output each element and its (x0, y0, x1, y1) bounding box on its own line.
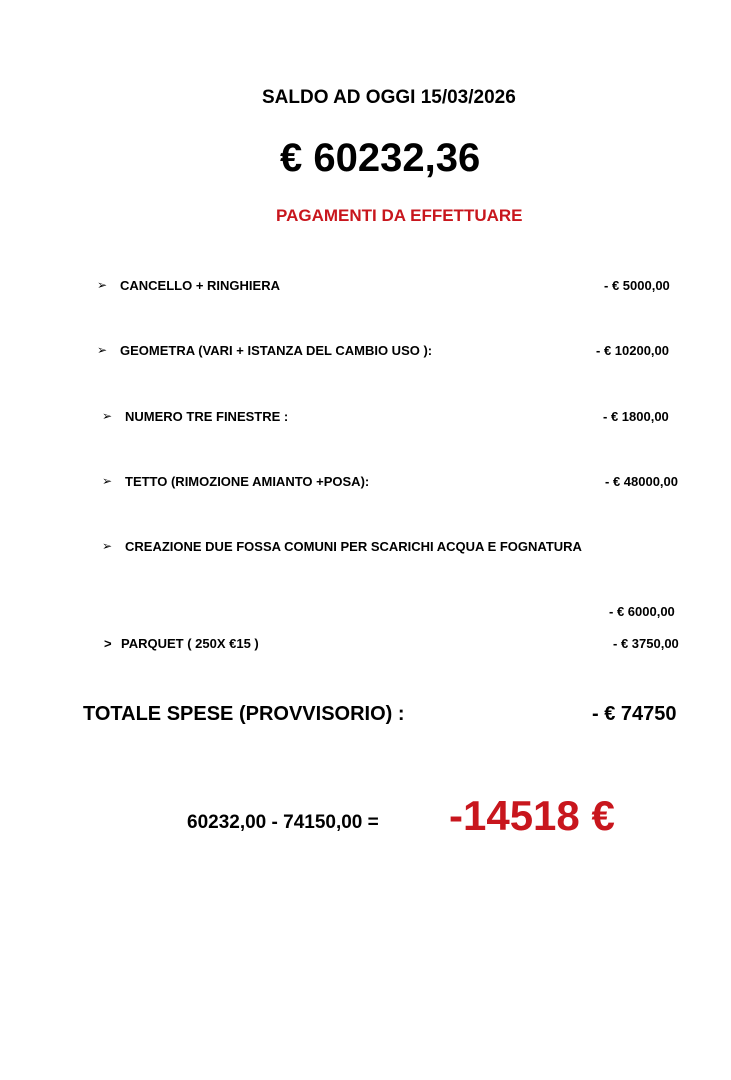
bullet-arrow-icon: ➢ (102, 474, 113, 488)
bullet-arrow-icon: ➢ (102, 539, 113, 553)
bullet-arrow-icon: ➢ (97, 278, 108, 292)
item-label-tetto: TETTO (RIMOZIONE AMIANTO +POSA): (125, 474, 370, 489)
item-label-parquet: PARQUET ( 250X €15 ) (121, 636, 259, 651)
balance-calculation: 60232,00 - 74150,00 = (187, 812, 379, 833)
item-label-geometra: GEOMETRA (VARI + ISTANZA DEL CAMBIO USO ): (120, 343, 433, 358)
payments-due-heading: PAGAMENTI DA EFFETTUARE (276, 206, 523, 225)
item-label-finestre: NUMERO TRE FINESTRE : (125, 409, 289, 424)
item-amount-cancello: - € 5000,00 (604, 278, 670, 293)
bullet-arrow-icon: ➢ (102, 409, 113, 423)
balance-result: -14518 € (449, 792, 615, 839)
balance-date-heading: SALDO AD OGGI 15/03/2026 (262, 87, 516, 108)
bullet-arrow-icon: ➢ (97, 343, 108, 357)
item-label-cancello: CANCELLO + RINGHIERA (120, 278, 280, 293)
bullet-chevron-icon: > (104, 636, 112, 651)
total-expenses-label: TOTALE SPESE (PROVVISORIO) : (83, 703, 405, 725)
item-amount-geometra: - € 10200,00 (596, 343, 670, 358)
total-expenses-value: - € 74750 (592, 703, 677, 725)
item-amount-tetto: - € 48000,00 (605, 474, 679, 489)
item-amount-fossa: - € 6000,00 (609, 604, 675, 619)
item-amount-parquet: - € 3750,00 (613, 636, 679, 651)
item-label-fossa: CREAZIONE DUE FOSSA COMUNI PER SCARICHI ACQUA E FOGNATURA (125, 539, 582, 554)
current-balance: € 60232,36 (280, 136, 481, 180)
item-amount-finestre: - € 1800,00 (603, 409, 669, 424)
